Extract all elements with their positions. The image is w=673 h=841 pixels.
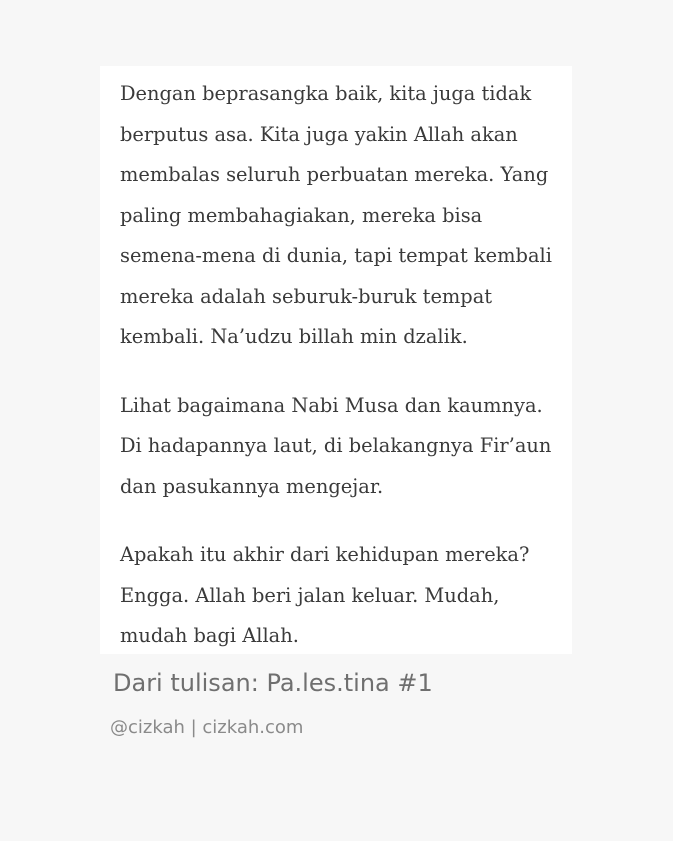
- paragraph-line: Dengan beprasangka baik, kita juga tidak: [120, 82, 532, 105]
- paragraph-line: Lihat bagaimana Nabi Musa dan kaumnya.: [120, 393, 543, 417]
- paragraph-3: [120, 535, 552, 657]
- paragraph-line: mudah bagi Allah.: [120, 624, 299, 647]
- paragraph-line: paling membahagiakan, mereka bisa: [120, 203, 483, 227]
- paragraph-line: membalas seluruh perbuatan mereka. Yang: [120, 163, 549, 186]
- paragraph-line: mereka adalah seburuk-buruk tempat: [120, 284, 493, 308]
- paragraph-line: Di hadapannya laut, di belakangnya Fir’aun: [120, 434, 552, 457]
- paragraph-line: Engga. Allah beri jalan keluar. Mudah,: [120, 583, 500, 607]
- paragraph-2: [120, 386, 552, 508]
- source-caption: Dari tulisan: Pa.les.tina #1: [113, 669, 433, 697]
- quote-card: [100, 66, 572, 654]
- author-credit: @cizkah | cizkah.com: [110, 717, 304, 738]
- paragraph-line: berputus asa. Kita juga yakin Allah akan: [120, 122, 518, 146]
- paragraph-line: Apakah itu akhir dari kehidupan mereka?: [120, 543, 530, 566]
- paragraph-1: [120, 74, 552, 358]
- paragraph-line: kembali. Na’udzu billah min dzalik.: [120, 325, 468, 348]
- paragraph-line: dan pasukannya mengejar.: [120, 474, 384, 498]
- paragraph-line: semena-mena di dunia, tapi tempat kembali: [120, 244, 552, 267]
